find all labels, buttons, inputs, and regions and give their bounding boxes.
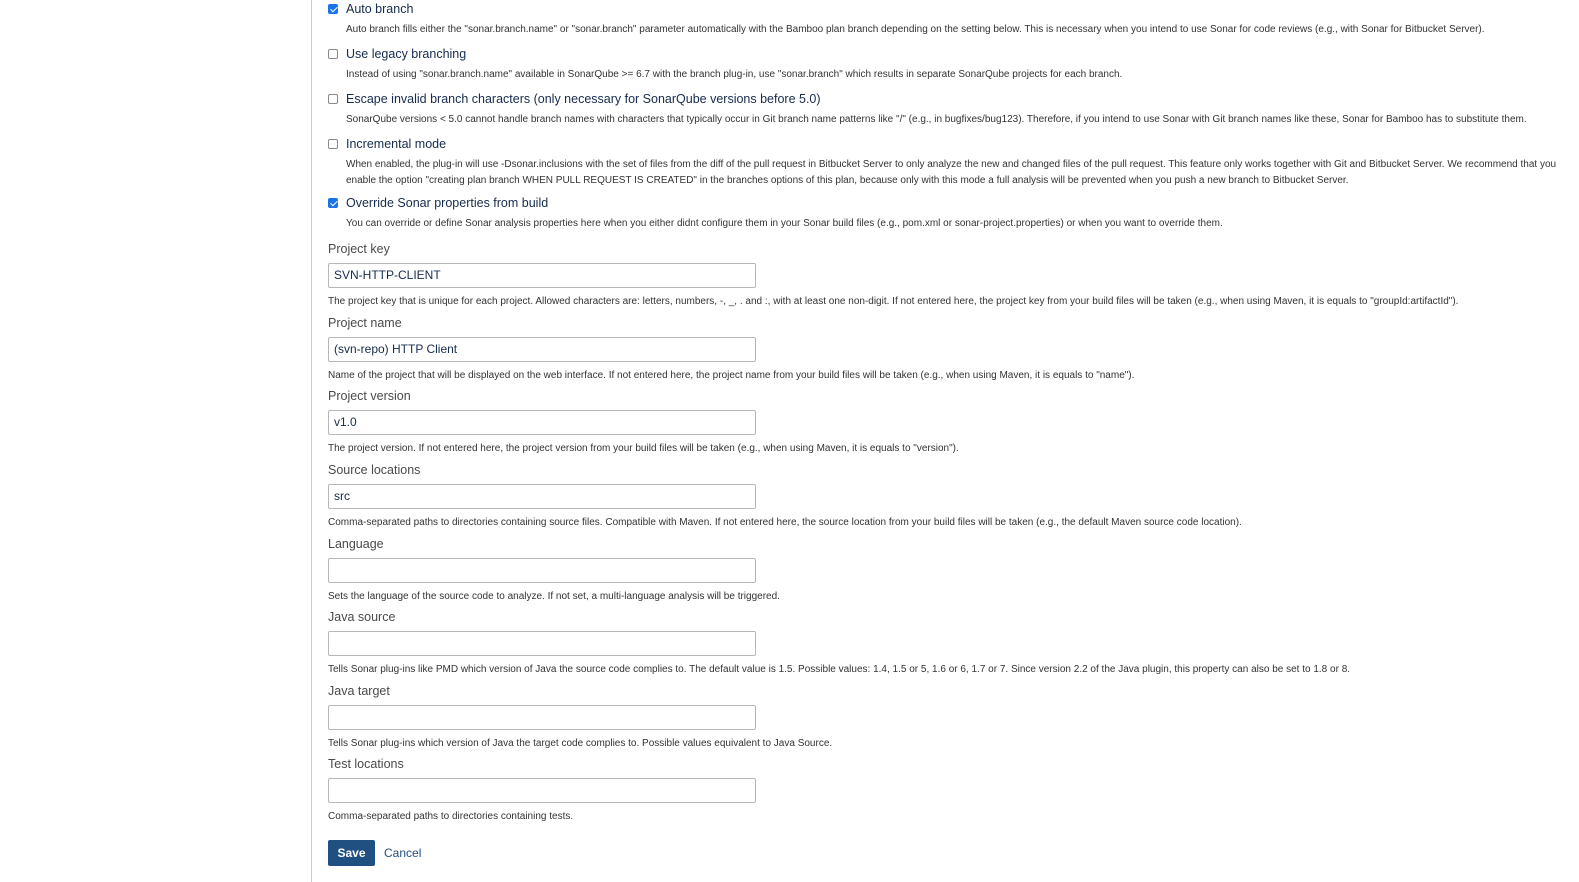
option-override-properties <box>328 194 1223 232</box>
field-project-key <box>328 241 1458 307</box>
incremental-mode-row[interactable] <box>328 135 1556 153</box>
left-panel-divider <box>311 0 312 882</box>
project-version-help: The project version. If not entered here, the project version from your build files will be taken (e.g., when using Maven, it is equals to "version"). <box>328 443 959 454</box>
test-locations-label: Test locations <box>328 757 404 771</box>
cancel-link[interactable]: Cancel <box>384 846 422 860</box>
source-locations-input[interactable]: src <box>328 484 756 509</box>
auto-branch-description: Auto branch fills either the "sonar.branch.name" or "sonar.branch" parameter automatically with the Bamboo plan branch depending on the setting below. This is necessary when you intend to use Sonar for code reviews (e.g., with Sonar for Bitbucket Server). <box>346 24 1485 35</box>
project-key-label: Project key <box>328 242 390 256</box>
project-version-label: Project version <box>328 389 411 403</box>
incremental-mode-label: Incremental mode <box>346 137 447 151</box>
language-input[interactable] <box>328 558 756 583</box>
source-locations-help: Comma-separated paths to directories containing source files. Compatible with Maven. If not entered here, the source location from your build files will be taken (e.g., the default Maven source code location). <box>328 517 1242 528</box>
java-target-help: Tells Sonar plug-ins which version of Java the target code complies to. Possible values equivalent to Java Source. <box>328 738 833 749</box>
save-button[interactable]: Save <box>328 840 375 866</box>
legacy-branching-label: Use legacy branching <box>346 47 467 61</box>
legacy-branching-checkbox[interactable] <box>328 49 338 59</box>
test-locations-help: Comma-separated paths to directories containing tests. <box>328 811 574 822</box>
incremental-mode-description-line2: enable the option "creating plan branch WHEN PULL REQUEST IS CREATED" in the branches options of this plan, because only with this mode a full analysis will be prevented when you push a new branch to Bitbucket Server. <box>346 175 1349 186</box>
legacy-branching-row[interactable] <box>328 45 1122 63</box>
field-java-target <box>328 683 832 749</box>
project-key-help: The project key that is unique for each project. Allowed characters are: letters, numbers, -, _, . and :, with at least one non-digit. If not entered here, the project key from your build files will be taken (e.g., when using Maven, it is equals to "groupId:artifactId"). <box>328 296 1459 307</box>
test-locations-input[interactable] <box>328 778 756 803</box>
field-source-locations <box>328 462 1242 528</box>
language-label: Language <box>328 537 384 551</box>
escape-branch-chars-label: Escape invalid branch characters (only necessary for SonarQube versions before 5.0) <box>346 92 821 106</box>
field-test-locations <box>328 756 756 822</box>
override-properties-checkbox[interactable] <box>328 198 338 208</box>
project-key-input[interactable]: SVN-HTTP-CLIENT <box>328 263 756 288</box>
project-version-input[interactable]: v1.0 <box>328 410 756 435</box>
project-name-input[interactable]: (svn-repo) HTTP Client <box>328 337 756 362</box>
option-legacy-branching <box>328 45 1122 83</box>
project-name-help: Name of the project that will be displayed on the web interface. If not entered here, the project name from your build files will be taken (e.g., when using Maven, it is equals to "name"). <box>328 370 1135 381</box>
auto-branch-label: Auto branch <box>346 2 414 16</box>
field-project-name <box>328 315 1134 381</box>
legacy-branching-description: Instead of using "sonar.branch.name" available in SonarQube >= 6.7 with the branch plug-in, use "sonar.branch" which results in separate SonarQube projects for each branch. <box>346 69 1123 80</box>
auto-branch-row[interactable] <box>328 0 1485 18</box>
override-properties-label: Override Sonar properties from build <box>346 196 549 210</box>
option-auto-branch <box>328 0 1485 38</box>
option-incremental-mode <box>328 135 1556 189</box>
java-target-label: Java target <box>328 684 390 698</box>
project-name-label: Project name <box>328 316 402 330</box>
java-source-help: Tells Sonar plug-ins like PMD which version of Java the source code complies to. The default value is 1.5. Possible values: 1.4, 1.5 or 5, 1.6 or 6, 1.7 or 7. Since version 2.2 of the Java plugin, this property can also be set to 1.8 or 8. <box>328 664 1351 675</box>
escape-branch-chars-description: SonarQube versions < 5.0 cannot handle branch names with characters that typically occur in Git branch name patterns like "/" (e.g., in bugfixes/bug123). Therefore, if you intend to use Sonar with Git branch names like these, Sonar for Bamboo has to substitute them. <box>346 114 1527 125</box>
source-locations-label: Source locations <box>328 463 421 477</box>
escape-branch-chars-checkbox[interactable] <box>328 94 338 104</box>
java-target-input[interactable] <box>328 705 756 730</box>
java-source-input[interactable] <box>328 631 756 656</box>
auto-branch-checkbox[interactable] <box>328 4 338 14</box>
language-help: Sets the language of the source code to analyze. If not set, a multi-language analysis will be triggered. <box>328 591 780 602</box>
form-actions <box>328 840 421 866</box>
field-language <box>328 536 780 602</box>
option-escape-branch-chars <box>328 90 1527 128</box>
field-project-version <box>328 388 959 454</box>
incremental-mode-description-line1: When enabled, the plug-in will use -Dsonar.inclusions with the set of files from the diff of the pull request in Bitbucket Server to only analyze the new and changed files of the pull request. This feature only works together with Git and Bitbucket Server. We recommend that you <box>346 159 1557 170</box>
override-properties-row[interactable] <box>328 194 1223 212</box>
java-source-label: Java source <box>328 610 396 624</box>
escape-branch-chars-row[interactable] <box>328 90 1527 108</box>
override-properties-description: You can override or define Sonar analysis properties here when you either didnt configure them in your Sonar build files (e.g., pom.xml or sonar-project.properties) or when you want to override them. <box>346 218 1223 229</box>
incremental-mode-checkbox[interactable] <box>328 139 338 149</box>
field-java-source <box>328 609 1350 675</box>
